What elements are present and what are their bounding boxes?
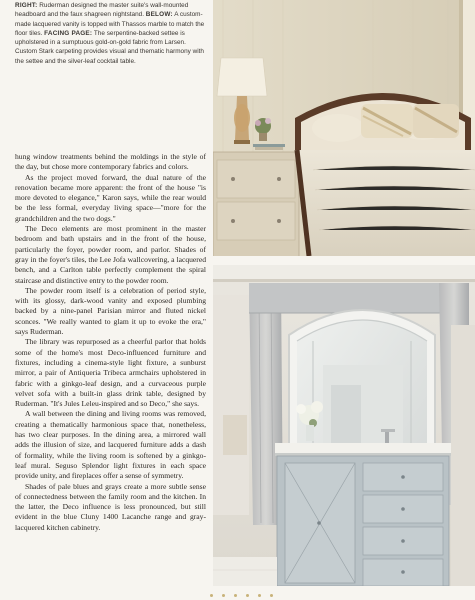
folio-dots (210, 594, 273, 598)
folio-dot (210, 594, 213, 597)
body-paragraph: hung window treatments behind the moldings in the style of the day, but chose more contemporary fabrics and colors. (15, 152, 206, 172)
photo-caption (15, 1, 205, 66)
article-body (15, 152, 206, 533)
body-paragraph: The Deco elements are most prominent in the master bedroom and bath upstairs and in the front of the house, particularly the foyer, powder room, and parlor. Shades of gray in the foyer's tiles, the Lee Jofa wallcovering, a lacquered bench, and a Carlton table perfectly complement the spiral staircase and distinctive entry to the powder room. (15, 224, 206, 285)
folio-dot (246, 594, 249, 597)
body-paragraph: The powder room itself is a celebration of period style, with its glossy, dark-wood vanity and exposed plumbing backed by a nine-panel Parisian mirror and fluted nickel sconces. "We really wanted to glam it up to evoke the era," says Ruderman. (15, 285, 206, 337)
folio-dot (258, 594, 261, 597)
body-paragraph: A wall between the dining and living rooms was removed, creating a thematically harmonious space that, nonetheless, has two clear purposes. In the dining area, a mirrored wall adds the illusion of size, and lacquered furniture adds a dash of formality, while the living room is softened by a ginkgo-leaf mural. Seguso Splendor light fixtures in each space provide unity, and fireplaces offer a sense of symmetry. (15, 409, 206, 481)
bedroom-photo (213, 0, 475, 256)
caption-label-right: RIGHT: (15, 2, 38, 9)
caption-text-facing: The serpentine-backed settee is upholstered in a sumptuous gold-on-gold fabric from Larsen. Custom Stark carpeting provides visual and thematic harmony with the settee and the silver-leaf cocktail table. (15, 29, 204, 65)
caption-text-right: Ruderman designed the master suite's wall-mounted headboard and the faux shagreen nightstand. (15, 2, 189, 19)
bath-vanity-photo (213, 265, 475, 586)
folio-dot (234, 594, 237, 597)
body-paragraph: As the project moved forward, the dual nature of the renovation became more apparent: the front of the house "is more devoted to elegance," Karon says, while the rear would be the less formal, everyday living space—"more for the grandchildren and the two dogs." (15, 172, 206, 223)
body-paragraph: Shades of pale blues and grays create a more subtle sense of connectedness between the family room and the kitchen. In the latter, the Deco influence is less pronounced, but still evident in the blue Cluny 1400 Lacanche range and gray-lacquered kitchen cabinetry. (15, 481, 206, 532)
caption-label-below: BELOW: (145, 11, 173, 19)
folio-dot (222, 594, 225, 597)
folio-dot (270, 594, 273, 597)
body-paragraph: The library was repurposed as a cheerful parlor that holds some of the home's most Deco-influenced furniture and fixtures, including a cinema-style light fixture, a sunburst mirror, a pair of Antiqueria Tribeca armchairs upholstered in fabric with a ginkgo-leaf design, and a curvaceous purple velvet sofa with a built-in glass drink table, designed by Ruderman. "It's Jules Leleu-inspired and so Deco," she says. (15, 337, 206, 409)
caption-label-facing: FACING PAGE: (44, 29, 93, 37)
caption-text-below: A custom-made lacquered vanity is topped with Thassos marble to match the floor tiles. (15, 11, 205, 37)
